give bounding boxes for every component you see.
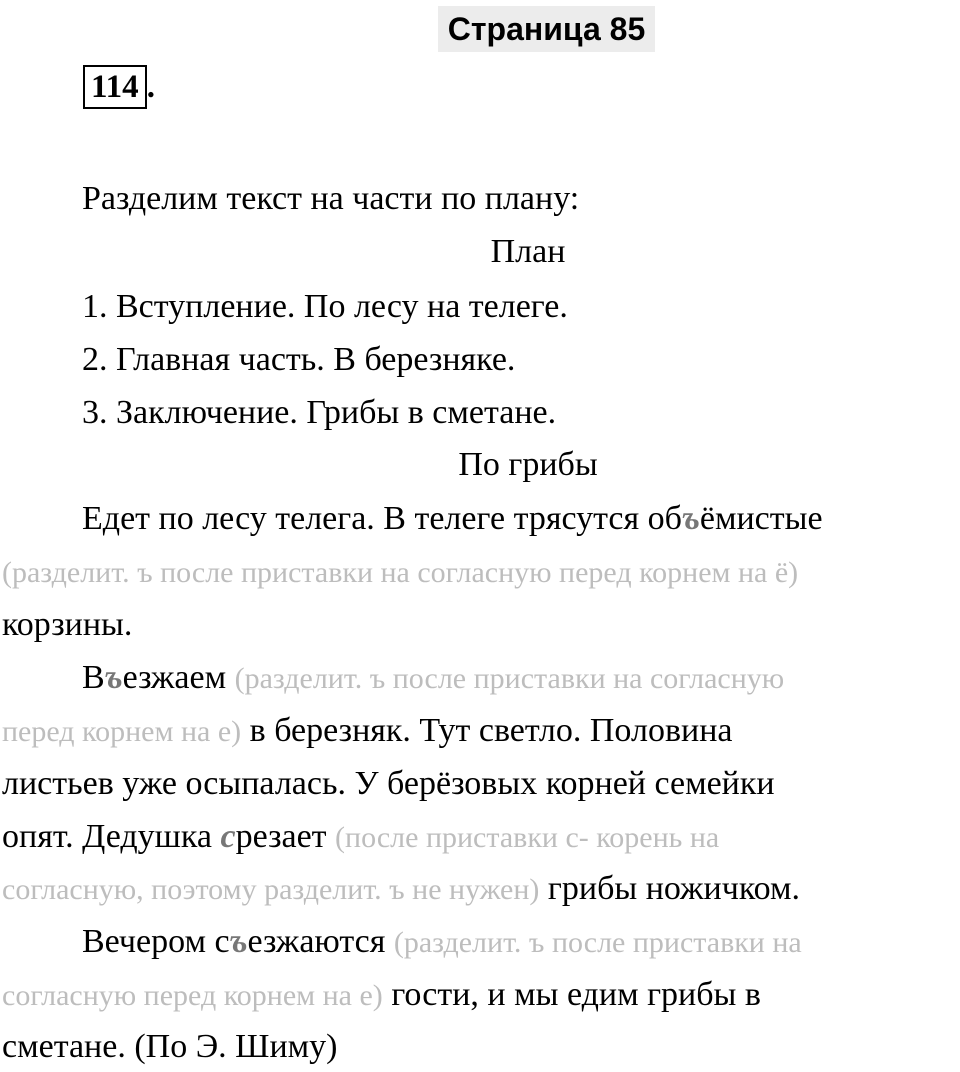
p1-highlight: ъ [681,500,700,537]
task-number [83,65,155,109]
p2-note-1b: перед корнем на е) [2,715,242,748]
p2-line-3: листьев уже осыпалась. У берёзовых корней семейки [2,765,775,802]
plan-item-1: 1. Вступление. По лесу на телеге. [82,288,568,325]
intro-text: Разделим текст на части по плану: [82,180,580,217]
p2-text-c: в березняк. Тут светло. Половина [249,712,733,749]
p2-note-1a: (разделит. ъ после приставки на согласную [234,662,785,695]
p3-highlight: ъ [229,923,248,960]
p2-line-1 [0,653,960,704]
p2-text-e: опят. Дедушка [2,818,212,855]
p2-text-b: езжаем [122,659,227,696]
p3-line-2 [0,970,960,1021]
p2-text-a: В [82,659,105,696]
p1-line-3: корзины. [2,606,133,643]
p3-text-b: езжаются [247,923,386,960]
plan-item-2: 2. Главная часть. В березняке. [82,341,516,378]
p2-line-2 [0,706,960,757]
plan-item-3: 3. Заключение. Грибы в сметане. [82,394,557,431]
p3-note-a: (разделит. ъ после приставки на [393,926,802,959]
p2-note-2a: (после приставки с- корень на [335,821,720,854]
p2-text-g: грибы ножичком. [547,870,800,907]
p2-line-4 [0,812,960,863]
p3-note-b: согласную перед корнем на е) [2,979,383,1012]
p3-text-a: Вечером с [82,923,230,960]
p1-text-b: ёмистые [699,500,823,537]
p2-highlight-1: ъ [104,659,123,696]
plan-title: План [490,233,566,270]
p1-note: (разделит. ъ после приставки на согласную перед корнем на ё) [2,556,799,589]
task-number-box: 114 [83,65,147,109]
p1-text-a: Едет по лесу телега. В телеге трясутся об [82,500,682,537]
p1-line-1 [0,494,960,544]
p2-highlight-2: с [220,818,236,855]
task-number-suffix: . [146,69,155,105]
p3-line-3: сметане. (По Э. Шиму) [2,1028,338,1065]
p2-text-f: резает [235,818,327,855]
p3-line-1 [0,917,960,968]
page-heading: Страница 85 [438,6,655,52]
p2-line-5 [0,864,960,915]
p3-text-c: гости, и мы едим грибы в [391,976,761,1013]
p2-note-2b: согласную, поэтому разделит. ъ не нужен) [2,873,540,906]
story-title: По грибы [458,446,598,483]
